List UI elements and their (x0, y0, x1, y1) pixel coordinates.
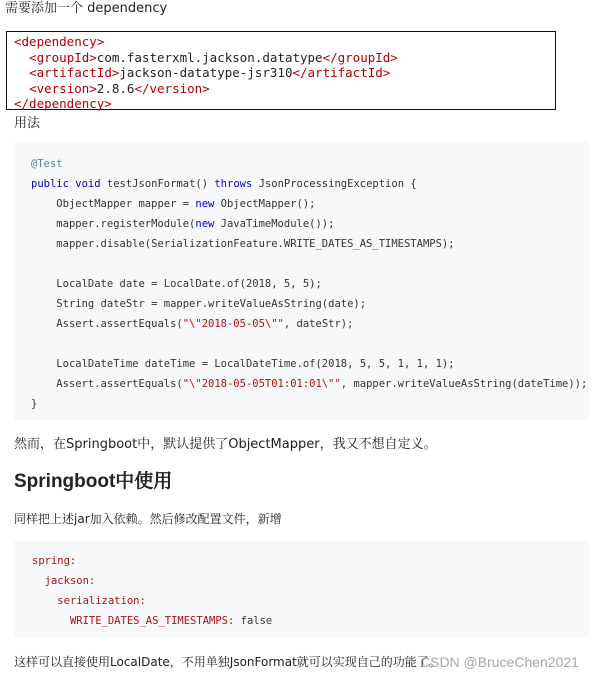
yaml-key-serialization: serialization: (57, 595, 146, 607)
java-line-2b: ObjectMapper(); (214, 198, 316, 210)
java-close-brace: } (31, 398, 38, 410)
xml-dependency-open-tag: <dependency> (14, 34, 105, 49)
yaml-key-spring: spring: (32, 555, 77, 567)
java-line-8-string: "\"2018-05-05\"" (182, 318, 284, 330)
java-line-3b: JavaTimeModule()); (214, 218, 335, 230)
java-line-3a: mapper.registerModule( (56, 218, 196, 230)
java-line-2a: ObjectMapper mapper = (56, 198, 196, 210)
xml-groupid-close-tag: </groupId> (322, 49, 398, 65)
java-kw-void: void (75, 178, 101, 190)
java-line-8b: , dateStr); (283, 318, 354, 330)
java-code-block (14, 142, 589, 420)
java-line-6: LocalDate date = LocalDate.of(2018, 5, 5); (56, 278, 322, 290)
yaml-key-jackson: jackson: (44, 575, 96, 587)
xml-version-value: 2.8.6 (96, 80, 135, 96)
paragraph-config-note: 同样把上述jar加入依赖。然后修改配置文件，新增 (14, 512, 282, 526)
xml-artifactid-close-tag: </artifactId> (292, 65, 391, 80)
java-method-signature: testJsonFormat() (100, 178, 215, 190)
java-line-4: mapper.disable(SerializationFeature.WRITE_DATES_AS_TIMESTAMPS); (56, 238, 455, 250)
java-line-7: String dateStr = mapper.writeValueAsString(date); (56, 298, 367, 310)
usage-label: 用法 (14, 116, 41, 131)
intro-text: 需要添加一个 dependency (5, 1, 168, 16)
xml-groupid-open-tag: <groupId> (29, 49, 97, 65)
java-line-11a: Assert.assertEquals( (56, 378, 183, 390)
xml-artifactid-value: jackson-datatype-jsr310 (119, 65, 293, 80)
java-exception: JsonProcessingException { (252, 178, 417, 190)
java-line-8a: Assert.assertEquals( (56, 318, 183, 330)
csdn-watermark: CSDN @BruceChen2021 (420, 654, 579, 670)
java-kw-new: new (195, 198, 215, 210)
java-kw-public: public (31, 178, 69, 190)
xml-code-block (6, 31, 556, 110)
xml-groupid-value: com.fasterxml.jackson.datatype (96, 49, 323, 65)
java-line-11b: , mapper.writeValueAsString(dateTime)); (340, 378, 588, 390)
xml-version-open-tag: <version> (29, 80, 97, 96)
java-kw-new-2: new (195, 218, 215, 230)
paragraph-springboot-note: 然而，在Springboot中，默认提供了ObjectMapper，我又不想自定义。 (14, 437, 437, 452)
xml-dependency-close-tag: </dependency> (14, 96, 112, 111)
yaml-value-false: false (240, 615, 273, 627)
yaml-key-write-dates: WRITE_DATES_AS_TIMESTAMPS: (69, 615, 235, 627)
java-annotation: @Test (31, 158, 63, 170)
xml-version-close-tag: </version> (134, 80, 210, 96)
paragraph-conclusion: 这样可以直接使用LocalDate，不用单独JsonFormat就可以实现自己的功能了。 (14, 655, 441, 669)
java-kw-throws: throws (214, 178, 253, 190)
xml-artifactid-open-tag: <artifactId> (29, 65, 120, 80)
java-line-11-string: "\"2018-05-05T01:01:01\"" (182, 378, 341, 390)
yaml-code-block (14, 541, 589, 637)
java-line-10: LocalDateTime dateTime = LocalDateTime.of(2018, 5, 5, 1, 1, 1); (56, 358, 455, 370)
section-heading: Springboot中使用 (14, 471, 173, 492)
